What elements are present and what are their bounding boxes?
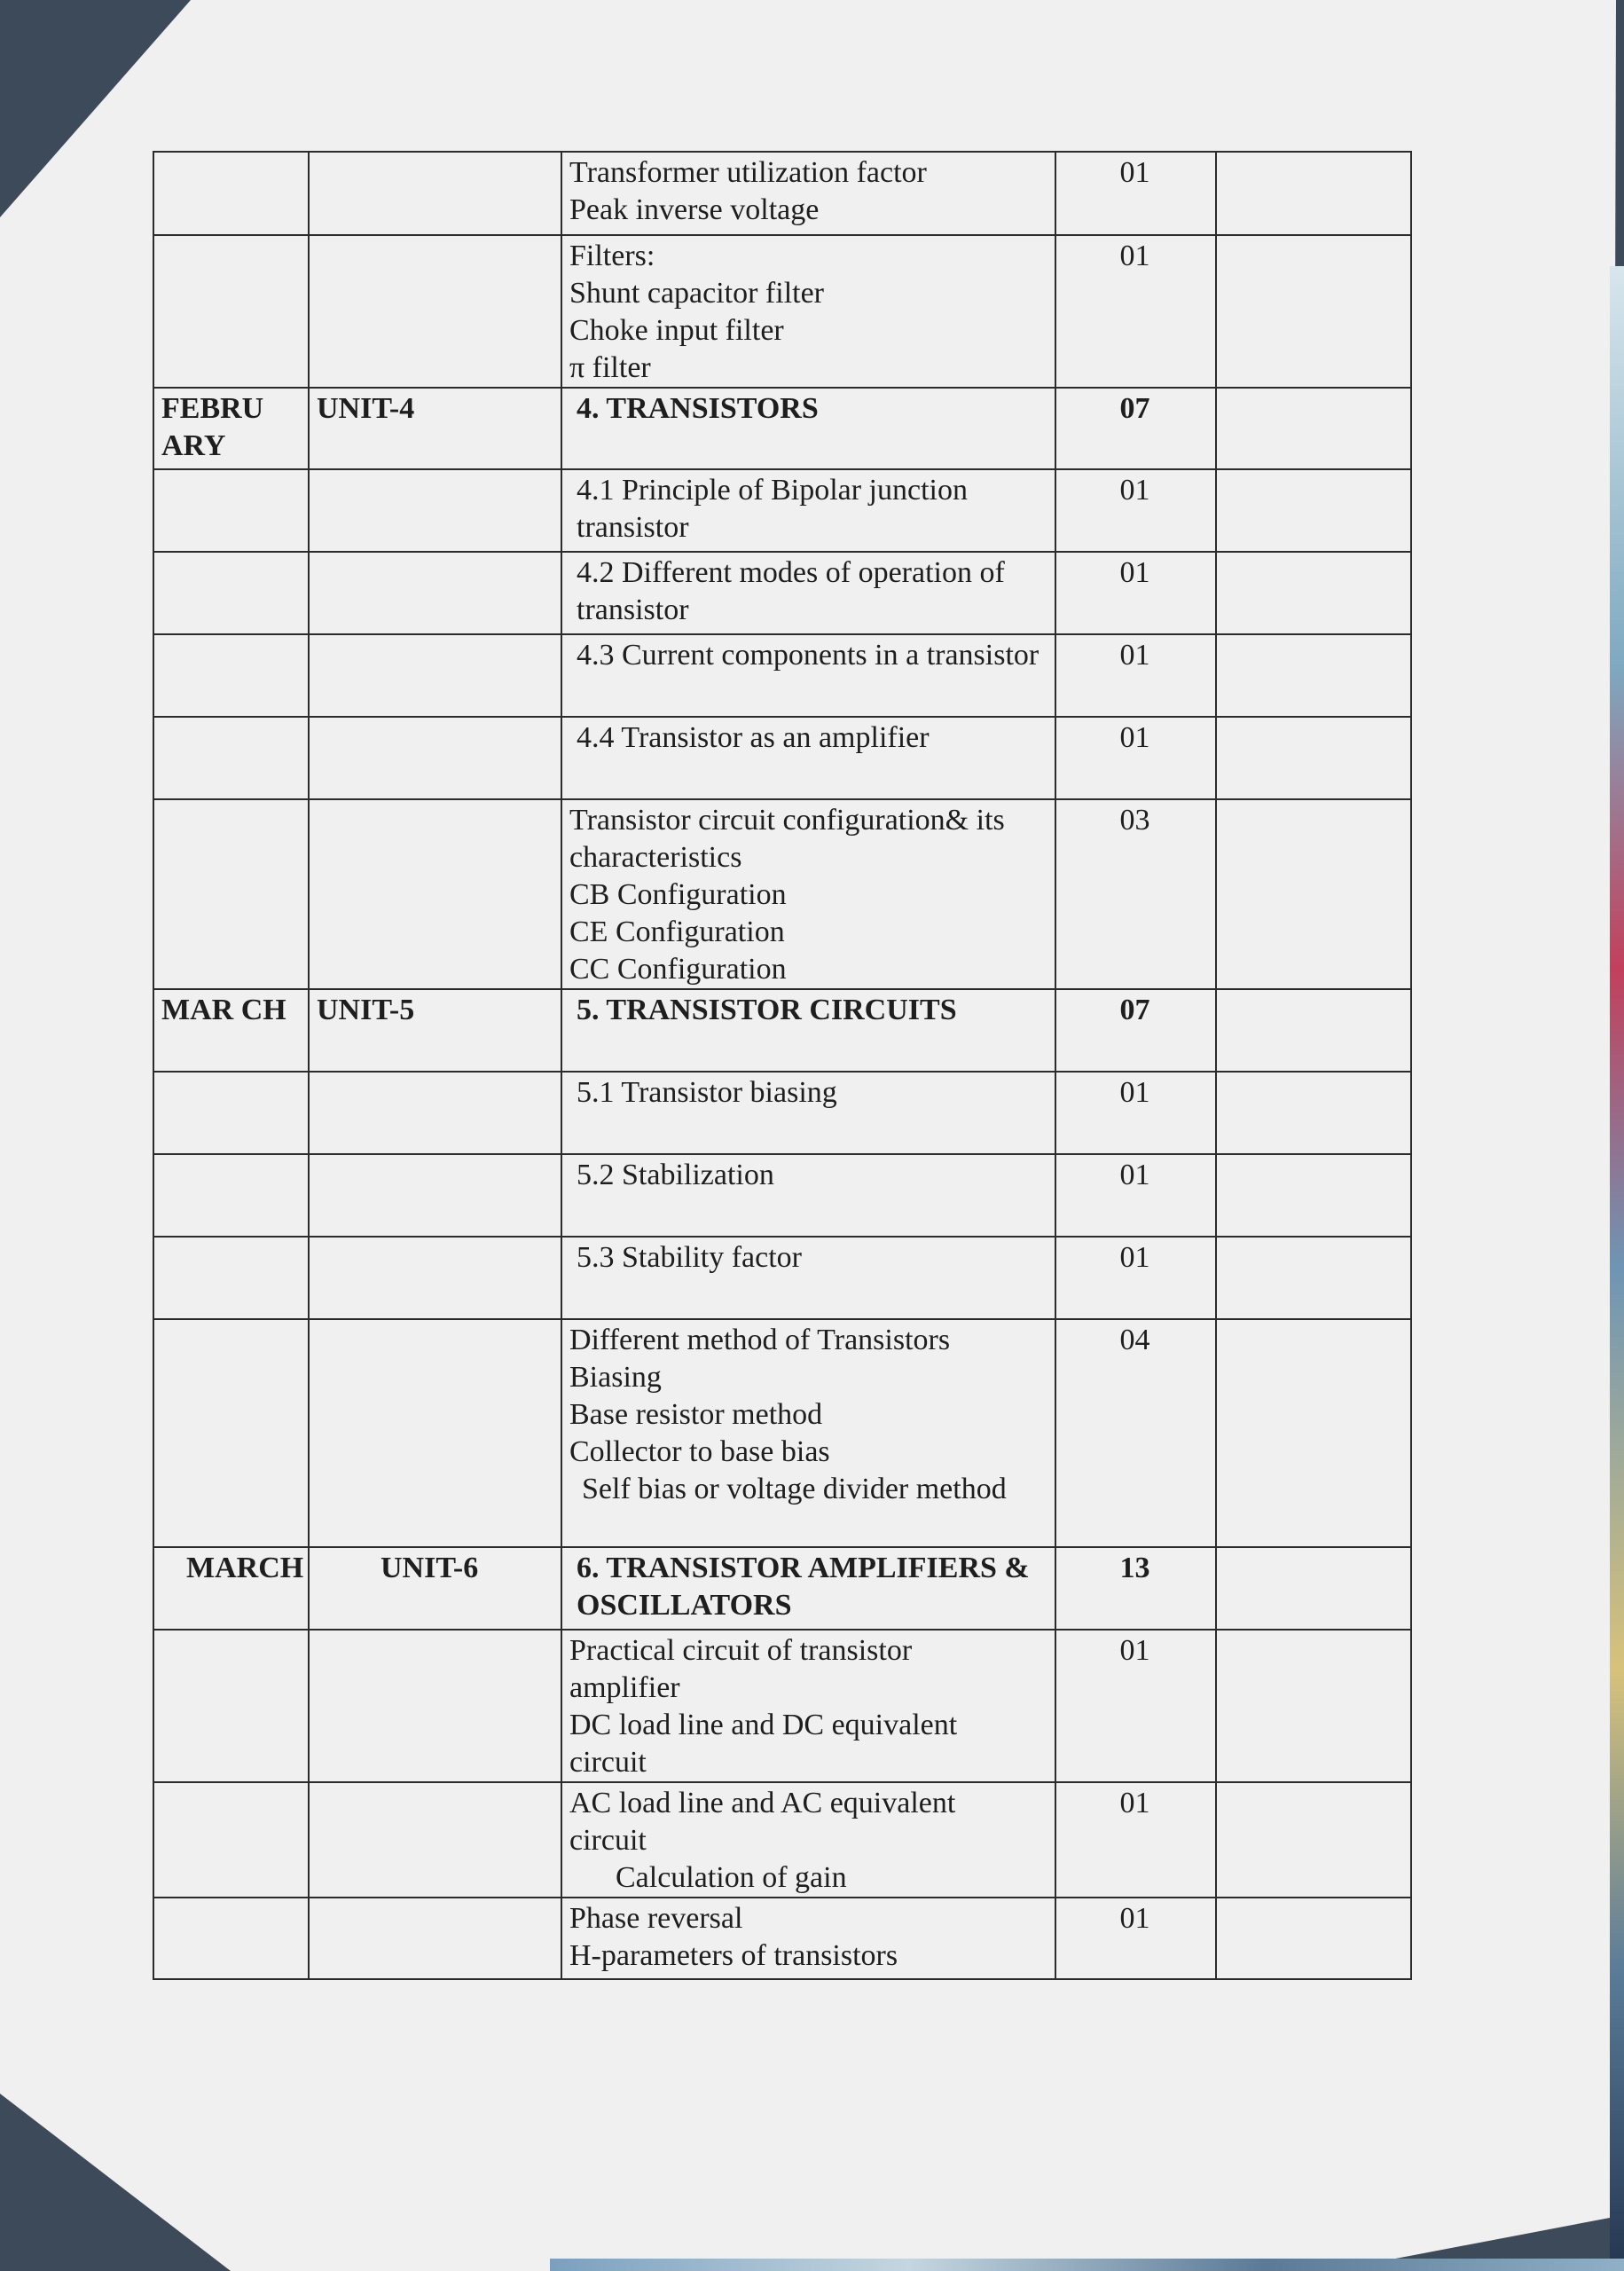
table-row — [153, 152, 1411, 235]
remarks-cell — [1216, 1072, 1411, 1154]
topic-line: Transformer utilization factor — [569, 156, 927, 189]
month-cell: FEBRU ARY — [153, 388, 309, 469]
table-row — [153, 717, 1411, 799]
topic-line: H-parameters of transistors — [569, 1939, 898, 1972]
unit-cell — [309, 1319, 561, 1547]
month-cell — [153, 1782, 309, 1898]
remarks-cell — [1216, 717, 1411, 799]
background-edge — [1610, 266, 1624, 2271]
month-cell — [153, 1237, 309, 1319]
remarks-cell — [1216, 1547, 1411, 1630]
unit-cell — [309, 799, 561, 989]
topic-cell — [561, 152, 1055, 235]
remarks-cell — [1216, 799, 1411, 989]
table-row — [153, 1630, 1411, 1782]
month-cell — [153, 469, 309, 552]
remarks-cell — [1216, 235, 1411, 388]
month-cell — [153, 799, 309, 989]
topic-line: Choke input filter — [569, 314, 784, 347]
unit-cell — [309, 1154, 561, 1237]
topic-line: CB Configuration — [569, 878, 787, 911]
unit-cell — [309, 634, 561, 717]
topic-line: Self bias or voltage divider method — [582, 1473, 1007, 1505]
hours-cell: 01 — [1055, 1237, 1216, 1319]
topic-cell — [561, 799, 1055, 989]
remarks-cell — [1216, 388, 1411, 469]
topic-cell — [561, 1630, 1055, 1782]
month-cell — [153, 1898, 309, 1979]
month-cell: MARCH — [153, 1547, 309, 1630]
hours-cell: 01 — [1055, 1898, 1216, 1979]
table-row — [153, 634, 1411, 717]
hours-cell: 01 — [1055, 717, 1216, 799]
hours-cell: 01 — [1055, 469, 1216, 552]
topic-line: CC Configuration — [569, 953, 787, 986]
month-cell — [153, 552, 309, 634]
topic-line: Filters: — [569, 240, 655, 272]
unit-cell: UNIT-5 — [309, 989, 561, 1072]
lesson-plan-table — [153, 151, 1412, 1980]
unit-cell — [309, 152, 561, 235]
hours-cell: 03 — [1055, 799, 1216, 989]
unit-title-cell: 6. TRANSISTOR AMPLIFIERS & OSCILLATORS — [561, 1547, 1055, 1630]
remarks-cell — [1216, 1237, 1411, 1319]
table-row — [153, 388, 1411, 469]
remarks-cell — [1216, 989, 1411, 1072]
remarks-cell — [1216, 1630, 1411, 1782]
hours-cell: 01 — [1055, 235, 1216, 388]
hours-cell: 01 — [1055, 1782, 1216, 1898]
unit-cell: UNIT-4 — [309, 388, 561, 469]
hours-cell: 01 — [1055, 1154, 1216, 1237]
topic-cell: 5.3 Stability factor — [561, 1237, 1055, 1319]
table-row — [153, 469, 1411, 552]
topic-line: Calculation of gain — [616, 1861, 847, 1894]
table-row — [153, 1782, 1411, 1898]
topic-cell — [561, 1898, 1055, 1979]
hours-cell: 01 — [1055, 1072, 1216, 1154]
table-row — [153, 1154, 1411, 1237]
remarks-cell — [1216, 1782, 1411, 1898]
topic-line: Shunt capacitor filter — [569, 277, 825, 310]
unit-title-cell: 4. TRANSISTORS — [561, 388, 1055, 469]
remarks-cell — [1216, 469, 1411, 552]
topic-line: Phase reversal — [569, 1902, 743, 1935]
table-row — [153, 552, 1411, 634]
unit-cell: UNIT-6 — [309, 1547, 561, 1630]
topic-line: CE Configuration — [569, 915, 785, 948]
hours-cell: 04 — [1055, 1319, 1216, 1547]
table-row — [153, 235, 1411, 388]
month-cell — [153, 1319, 309, 1547]
month-cell — [153, 1072, 309, 1154]
topic-line: DC load line and DC equivalent circuit — [569, 1709, 958, 1779]
hours-cell: 13 — [1055, 1547, 1216, 1630]
topic-line: Transistor circuit configuration& its characteristics — [569, 804, 1005, 874]
month-cell — [153, 152, 309, 235]
remarks-cell — [1216, 1319, 1411, 1547]
unit-cell — [309, 717, 561, 799]
hours-cell: 01 — [1055, 1630, 1216, 1782]
table-row — [153, 989, 1411, 1072]
table-row — [153, 1898, 1411, 1979]
remarks-cell — [1216, 634, 1411, 717]
unit-cell — [309, 469, 561, 552]
remarks-cell — [1216, 1154, 1411, 1237]
table-row — [153, 1319, 1411, 1547]
unit-cell — [309, 1072, 561, 1154]
topic-line: Peak inverse voltage — [569, 193, 820, 226]
topic-cell — [561, 1782, 1055, 1898]
table-row — [153, 1237, 1411, 1319]
topic-line: π filter — [569, 351, 651, 384]
remarks-cell — [1216, 552, 1411, 634]
topic-cell: 5.1 Transistor biasing — [561, 1072, 1055, 1154]
unit-cell — [309, 1630, 561, 1782]
topic-line: Different method of Transistors Biasing — [569, 1324, 951, 1394]
hours-cell: 07 — [1055, 989, 1216, 1072]
month-cell: MAR CH — [153, 989, 309, 1072]
hours-cell: 01 — [1055, 634, 1216, 717]
unit-cell — [309, 1237, 561, 1319]
topic-line: Practical circuit of transistor amplifier — [569, 1634, 913, 1704]
table-row — [153, 1547, 1411, 1630]
unit-cell — [309, 1898, 561, 1979]
table-row — [153, 799, 1411, 989]
topic-line: Collector to base bias — [569, 1435, 830, 1468]
topic-cell: 4.1 Principle of Bipolar junction transistor — [561, 469, 1055, 552]
topic-cell — [561, 1319, 1055, 1547]
hours-cell: 07 — [1055, 388, 1216, 469]
topic-text: 4.3 Current components in a transistor — [577, 639, 1040, 672]
month-cell — [153, 1154, 309, 1237]
month-cell — [153, 717, 309, 799]
topic-cell: 4.2 Different modes of operation of transistor — [561, 552, 1055, 634]
remarks-cell — [1216, 152, 1411, 235]
topic-line: Base resistor method — [569, 1398, 823, 1431]
topic-cell: 4.4 Transistor as an amplifier — [561, 717, 1055, 799]
month-cell — [153, 1630, 309, 1782]
table-row — [153, 1072, 1411, 1154]
topic-cell — [561, 634, 1055, 717]
unit-cell — [309, 552, 561, 634]
hours-cell: 01 — [1055, 152, 1216, 235]
hours-cell: 01 — [1055, 552, 1216, 634]
month-cell — [153, 634, 309, 717]
topic-line: AC load line and AC equivalent circuit — [569, 1787, 956, 1857]
month-cell — [153, 235, 309, 388]
unit-cell — [309, 235, 561, 388]
unit-cell — [309, 1782, 561, 1898]
remarks-cell — [1216, 1898, 1411, 1979]
background-bottom-edge — [550, 2259, 1624, 2271]
unit-title-cell: 5. TRANSISTOR CIRCUITS — [561, 989, 1055, 1072]
topic-cell — [561, 235, 1055, 388]
topic-cell: 5.2 Stabilization — [561, 1154, 1055, 1237]
